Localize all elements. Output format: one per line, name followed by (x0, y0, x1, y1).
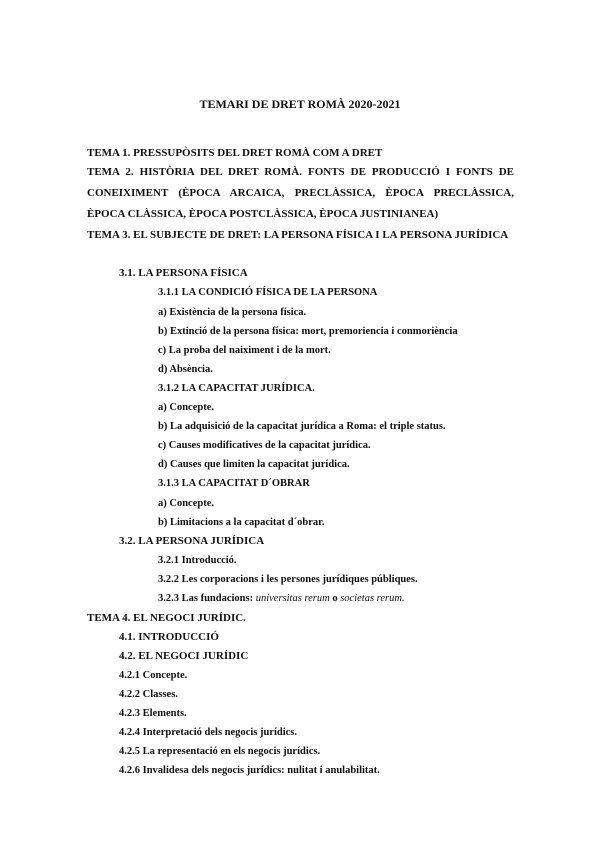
section-4-2-6: 4.2.6 Invalidesa dels negocis jurídics: nulitat i anulabilitat. (119, 765, 380, 776)
section-4-2-2: 4.2.2 Classes. (119, 689, 178, 700)
section-4-2-5: 4.2.5 La representació en els negocis jurídics. (119, 746, 321, 757)
section-3-1-3: 3.1.3 LA CAPACITAT D´OBRAR (158, 478, 310, 489)
item-3-1-3-b: b) Limitacions a la capacitat d´obrar. (158, 517, 325, 528)
section-3-2-2: 3.2.2 Les corporacions i les persones jurídiques públiques. (158, 574, 418, 585)
item-3-1-2-b: b) La adquisició de la capacitat jurídica a Roma: el triple status. (158, 421, 446, 432)
conjunction-or: o (332, 593, 338, 604)
item-3-1-1-d: d) Absència. (158, 364, 213, 375)
item-3-1-1-c: c) La proba del naiximent i de la mort. (158, 345, 331, 356)
tema-4-heading: TEMA 4. EL NEGOCI JURÍDIC. (87, 612, 246, 624)
document-title: TEMARI DE DRET ROMÀ 2020-2021 (199, 97, 401, 111)
item-3-1-2-c: c) Causes modificatives de la capacitat jurídica. (158, 440, 371, 451)
section-3-1: 3.1. LA PERSONA FÍSICA (119, 267, 248, 279)
section-3-2-3 (158, 592, 405, 605)
section-4-2-3: 4.2.3 Elements. (119, 708, 187, 719)
item-3-1-3-a: a) Concepte. (158, 498, 214, 509)
section-3-2-3-label: 3.2.3 Las fundacions: (158, 593, 254, 604)
section-3-1-1: 3.1.1 LA CONDICIÓ FÍSICA DE LA PERSONA (158, 287, 378, 298)
section-3-2: 3.2. LA PERSONA JURÍDICA (119, 535, 265, 547)
section-4-2-1: 4.2.1 Concepte. (119, 670, 188, 681)
item-3-1-1-a: a) Existència de la persona física. (158, 307, 307, 318)
section-3-1-2: 3.1.2 LA CAPACITAT JURÍDICA. (158, 383, 315, 394)
tema-1-heading: TEMA 1. PRESSUPÒSITS DEL DRET ROMÀ COM A DRET (87, 147, 383, 159)
section-4-2-4: 4.2.4 Interpretació dels negocis jurídics. (119, 727, 297, 738)
item-3-1-2-d: d) Causes que limiten la capacitat jurídica. (158, 459, 350, 470)
section-3-2-1: 3.2.1 Introducció. (158, 555, 237, 566)
section-4-1: 4.1. INTRODUCCIÓ (119, 631, 219, 643)
tema-3-heading: TEMA 3. EL SUBJECTE DE DRET: LA PERSONA FÍSICA I LA PERSONA JURÍDICA (87, 229, 509, 241)
section-4-2: 4.2. EL NEGOCI JURÍDIC (119, 650, 249, 662)
tema-2-heading: TEMA 2. HISTÒRIA DEL DRET ROMÀ. FONTS DE PRODUCCIÓ I FONTS DE CONEIXIMENT (ÈPOCA ARCAICA, PRECLÀSSICA, ÈPOCA PRECLÀSSICA, ÈPOCA CLÀSSICA, ÈPOCA POSTCLÀSSICA, ÈPOCA JUSTINIANEA) (87, 166, 514, 220)
term-universitas-rerum: universitas rerum (255, 593, 330, 604)
term-societas-rerum: societas rerum. (340, 593, 405, 604)
item-3-1-2-a: a) Concepte. (158, 402, 214, 413)
item-3-1-1-b: b) Extinció de la persona física: mort, premoriencia i conmoriència (158, 326, 458, 337)
